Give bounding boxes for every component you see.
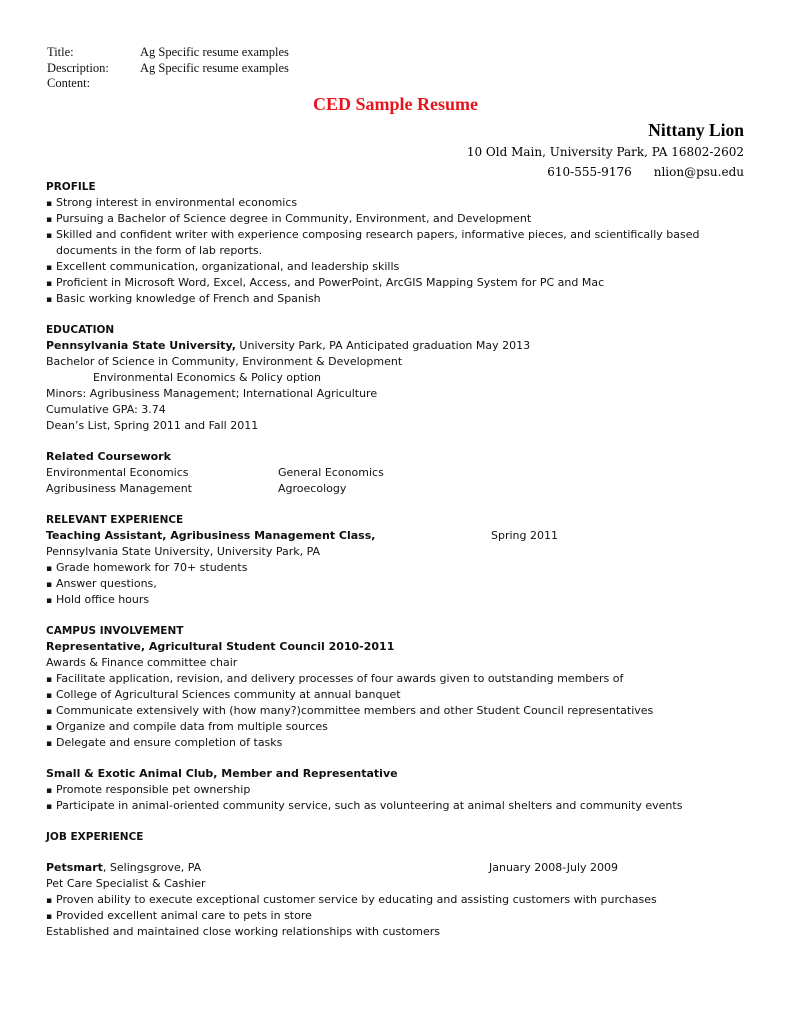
education-school-line bbox=[46, 338, 766, 354]
list-item: ▪ Provided excellent animal care to pets in store bbox=[46, 908, 766, 924]
relevant-experience-heading: RELEVANT EXPERIENCE bbox=[46, 514, 184, 526]
course: Environmental Economics bbox=[46, 466, 189, 479]
meta-description-key: Description: bbox=[47, 60, 109, 75]
gpa: Cumulative GPA: 3.74 bbox=[46, 403, 166, 416]
meta-description-value: Ag Specific resume examples bbox=[140, 60, 289, 75]
degree: Bachelor of Science in Community, Environment & Development bbox=[46, 355, 403, 368]
applicant-contact bbox=[547, 165, 744, 179]
applicant-address: 10 Old Main, University Park, PA 16802-2602 bbox=[466, 145, 744, 159]
club-position: Small & Exotic Animal Club, Member and Representative bbox=[46, 767, 398, 780]
job-date: January 2008-July 2009 bbox=[489, 861, 619, 874]
list-item: ▪ Answer questions, bbox=[46, 576, 766, 592]
deans-list: Dean’s List, Spring 2011 and Fall 2011 bbox=[46, 419, 259, 432]
list-item: ▪ Grade homework for 70+ students bbox=[46, 560, 766, 576]
list-item: ▪ Communicate extensively with (how many?)committee members and other Student Council representatives bbox=[46, 703, 766, 719]
course: Agribusiness Management bbox=[46, 482, 192, 495]
resume-body bbox=[46, 179, 766, 940]
document-title: CED Sample Resume bbox=[313, 94, 478, 114]
job-closing-line: Established and maintained close working relationships with customers bbox=[46, 925, 440, 938]
meta-content-key: Content: bbox=[47, 76, 91, 90]
campus-role: Awards & Finance committee chair bbox=[46, 656, 238, 669]
coursework-heading: Related Coursework bbox=[46, 450, 171, 463]
meta-title-row bbox=[47, 45, 289, 61]
coursework-row bbox=[46, 481, 766, 497]
job-experience-heading: JOB EXPERIENCE bbox=[46, 831, 144, 843]
course: General Economics bbox=[278, 466, 384, 479]
coursework-row bbox=[46, 465, 766, 481]
relevant-position: Teaching Assistant, Agribusiness Management Class, bbox=[46, 529, 376, 542]
job-employer: Petsmart bbox=[46, 861, 103, 874]
list-item: ▪ Proficient in Microsoft Word, Excel, Access, and PowerPoint, ArcGIS Mapping System for PC and Mac bbox=[46, 275, 766, 291]
meta-title-key: Title: bbox=[47, 45, 74, 59]
school-location: University Park, PA Anticipated graduation May 2013 bbox=[235, 339, 531, 352]
job-employer-location: , Selingsgrove, PA bbox=[102, 861, 202, 874]
job-title: Pet Care Specialist & Cashier bbox=[46, 877, 206, 890]
course: Agroecology bbox=[278, 482, 347, 495]
list-item: ▪ Basic working knowledge of French and Spanish bbox=[46, 291, 766, 307]
minors: Minors: Agribusiness Management; International Agriculture bbox=[46, 387, 378, 400]
campus-position: Representative, Agricultural Student Council 2010-2011 bbox=[46, 640, 395, 653]
list-item: ▪ Promote responsible pet ownership bbox=[46, 782, 766, 798]
document-metadata bbox=[47, 45, 289, 92]
list-item: ▪ Proven ability to execute exceptional customer service by educating and assisting customers with purchases bbox=[46, 892, 766, 908]
applicant-email: nlion@psu.edu bbox=[653, 165, 744, 179]
relevant-position-line bbox=[46, 528, 766, 544]
list-item: ▪ Hold office hours bbox=[46, 592, 766, 608]
meta-description-row bbox=[47, 61, 289, 77]
list-item-continuation: documents in the form of lab reports. bbox=[56, 244, 263, 257]
applicant-name: Nittany Lion bbox=[648, 120, 744, 140]
education-heading: EDUCATION bbox=[46, 324, 115, 336]
list-item: ▪ Skilled and confident writer with experience composing research papers, informative pieces, and scientifically based bbox=[46, 227, 766, 243]
list-item: ▪ Facilitate application, revision, and delivery processes of four awards given to outstanding members of bbox=[46, 671, 766, 687]
list-item: ▪ Participate in animal-oriented community service, such as volunteering at animal shelters and community events bbox=[46, 798, 766, 814]
applicant-phone: 610-555-9176 bbox=[547, 165, 632, 179]
list-item: ▪ Delegate and ensure completion of tasks bbox=[46, 735, 766, 751]
list-item: ▪ Organize and compile data from multiple sources bbox=[46, 719, 766, 735]
job-employer-line bbox=[46, 860, 766, 876]
degree-option: Environmental Economics & Policy option bbox=[93, 371, 322, 384]
school-name: Pennsylvania State University, bbox=[46, 339, 236, 352]
campus-involvement-heading: CAMPUS INVOLVEMENT bbox=[46, 625, 184, 637]
relevant-organization: Pennsylvania State University, University Park, PA bbox=[46, 545, 321, 558]
list-item: ▪ College of Agricultural Sciences community at annual banquet bbox=[46, 687, 766, 703]
meta-title-value: Ag Specific resume examples bbox=[140, 45, 289, 59]
list-item: ▪ Excellent communication, organizational, and leadership skills bbox=[46, 259, 766, 275]
relevant-date: Spring 2011 bbox=[491, 529, 558, 542]
profile-heading: PROFILE bbox=[46, 181, 96, 193]
list-item: ▪ Strong interest in environmental economics bbox=[46, 195, 766, 211]
list-item: ▪ Pursuing a Bachelor of Science degree in Community, Environment, and Development bbox=[46, 211, 766, 227]
meta-content-row bbox=[47, 76, 289, 92]
